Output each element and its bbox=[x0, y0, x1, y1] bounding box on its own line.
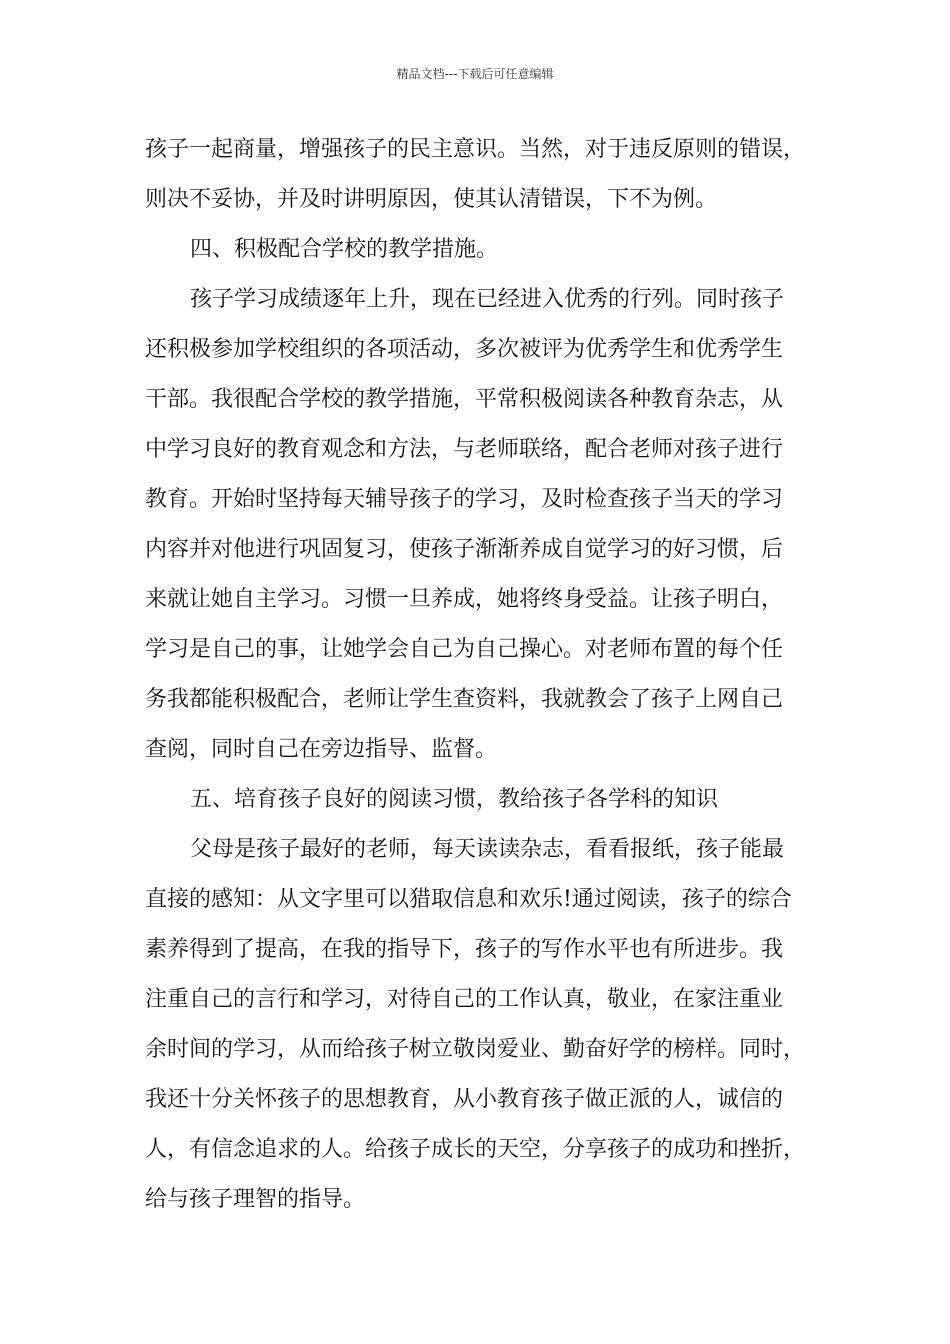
section-heading: 五、培育孩子良好的阅读习惯，教给孩子各学科的知识 bbox=[190, 787, 719, 812]
paragraph-line: 务我都能积极配合，老师让学生查资料，我就教会了孩子上网自己 bbox=[145, 687, 784, 712]
paragraph-line: 孩子学习成绩逐年上升，现在已经进入优秀的行列。同时孩子 bbox=[190, 287, 785, 312]
paragraph-line: 还积极参加学校组织的各项活动，多次被评为优秀学生和优秀学生 bbox=[145, 337, 784, 362]
paragraph-line: 注重自己的言行和学习，对待自己的工作认真，敬业，在家注重业 bbox=[145, 987, 784, 1012]
paragraph-line: 直接的感知：从文字里可以猎取信息和欢乐!通过阅读，孩子的综合 bbox=[145, 887, 792, 912]
paragraph-line: 查阅，同时自己在旁边指导、监督。 bbox=[145, 737, 498, 762]
paragraph-line: 内容并对他进行巩固复习，使孩子渐渐养成自觉学习的好习惯，后 bbox=[145, 537, 784, 562]
page-header: 精品文档---下载后可任意编辑 bbox=[396, 67, 554, 81]
paragraph-line: 素养得到了提高，在我的指导下，孩子的写作水平也有所进步。我 bbox=[145, 937, 784, 962]
paragraph-line: 来就让她自主学习。习惯一旦养成，她将终身受益。让孩子明白， bbox=[145, 587, 784, 612]
paragraph-line: 给与孩子理智的指导。 bbox=[145, 1187, 366, 1212]
paragraph-line: 父母是孩子最好的老师，每天读读杂志，看看报纸，孩子能最 bbox=[190, 837, 785, 862]
paragraph-line: 我还十分关怀孩子的思想教育，从小教育孩子做正派的人，诚信的 bbox=[145, 1087, 784, 1112]
section-heading: 四、积极配合学校的教学措施。 bbox=[190, 237, 499, 262]
paragraph-line: 干部。我很配合学校的教学措施，平常积极阅读各种教育杂志，从 bbox=[145, 387, 784, 412]
paragraph-line: 人，有信念追求的人。给孩子成长的天空，分享孩子的成功和挫折， bbox=[145, 1137, 806, 1162]
paragraph-line: 孩子一起商量，增强孩子的民主意识。当然，对于违反原则的错误， bbox=[145, 137, 806, 162]
paragraph-line: 则决不妥协，并及时讲明原因，使其认清错误，下不为例。 bbox=[145, 187, 718, 212]
paragraph-line: 教育。开始时坚持每天辅导孩子的学习，及时检查孩子当天的学习 bbox=[145, 487, 784, 512]
paragraph-line: 余时间的学习，从而给孩子树立敬岗爱业、勤奋好学的榜样。同时， bbox=[145, 1037, 806, 1062]
paragraph-line: 学习是自己的事，让她学会自己为自己操心。对老师布置的每个任 bbox=[145, 637, 784, 662]
paragraph-line: 中学习良好的教育观念和方法，与老师联络，配合老师对孩子进行 bbox=[145, 437, 784, 462]
